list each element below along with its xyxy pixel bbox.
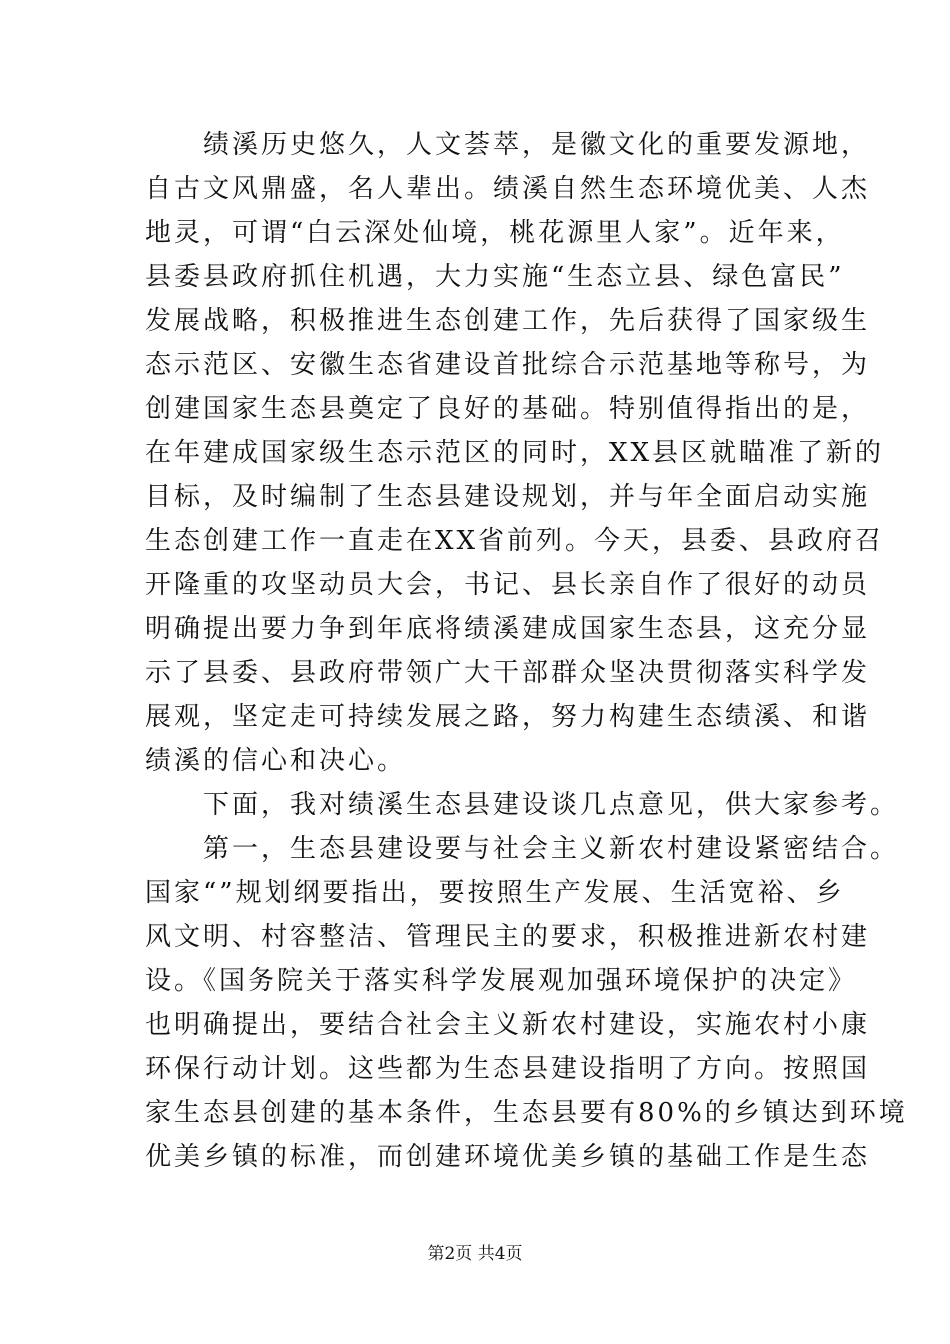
text-line: 自古文风鼎盛，名人辈出。绩溪自然生态环境优美、人杰	[145, 174, 871, 204]
text-line: 风文明、村容整洁、管理民主的要求，积极推进新农村建	[145, 922, 871, 952]
text-line: 明确提出要力争到年底将绩溪建成国家生态县，这充分显	[145, 614, 871, 644]
text-line: 环保行动计划。这些都为生态县建设指明了方向。按照国	[145, 1054, 871, 1084]
text-line: 在年建成国家级生态示范区的同时，XX县区就瞄准了新的	[145, 438, 885, 468]
text-line: 发展战略，积极推进生态创建工作，先后获得了国家级生	[145, 306, 871, 336]
text-line: 优美乡镇的标准，而创建环境优美乡镇的基础工作是生态	[145, 1142, 871, 1172]
text-line: 设。《国务院关于落实科学发展观加强环境保护的决定》	[145, 966, 858, 996]
text-line: 绩溪的信心和决心。	[145, 746, 407, 776]
text-line: 绩溪历史悠久，人文荟萃，是徽文化的重要发源地，	[145, 130, 871, 160]
text-line: 地灵，可谓“白云深处仙境，桃花源里人家”。近年来，	[145, 218, 845, 248]
text-line: 态示范区、安徽生态省建设首批综合示范基地等称号，为	[145, 350, 871, 380]
page-footer: 第2页 共4页	[427, 1244, 523, 1264]
text-line: 生态创建工作一直走在XX省前列。今天，县委、县政府召	[145, 526, 885, 556]
text-line: 第一，生态县建设要与社会主义新农村建设紧密结合。	[145, 834, 900, 864]
text-line: 开隆重的攻坚动员大会，书记、县长亲自作了很好的动员	[145, 570, 871, 600]
text-line: 目标，及时编制了生态县建设规划，并与年全面启动实施	[145, 482, 871, 512]
text-line: 展观，坚定走可持续发展之路，努力构建生态绩溪、和谐	[145, 702, 871, 732]
text-line: 国家“”规划纲要指出，要按照生产发展、生活宽裕、乡	[145, 878, 845, 908]
text-line: 县委县政府抓住机遇，大力实施“生态立县、绿色富民”	[145, 262, 845, 292]
text-line: 示了县委、县政府带领广大干部群众坚决贯彻落实科学发	[145, 658, 871, 688]
text-line: 家生态县创建的基本条件，生态县要有80%的乡镇达到环境	[145, 1098, 908, 1128]
text-line: 下面，我对绩溪生态县建设谈几点意见，供大家参考。	[145, 790, 900, 820]
text-line: 创建国家生态县奠定了良好的基础。特别值得指出的是，	[145, 394, 871, 424]
text-line: 也明确提出，要结合社会主义新农村建设，实施农村小康	[145, 1010, 871, 1040]
